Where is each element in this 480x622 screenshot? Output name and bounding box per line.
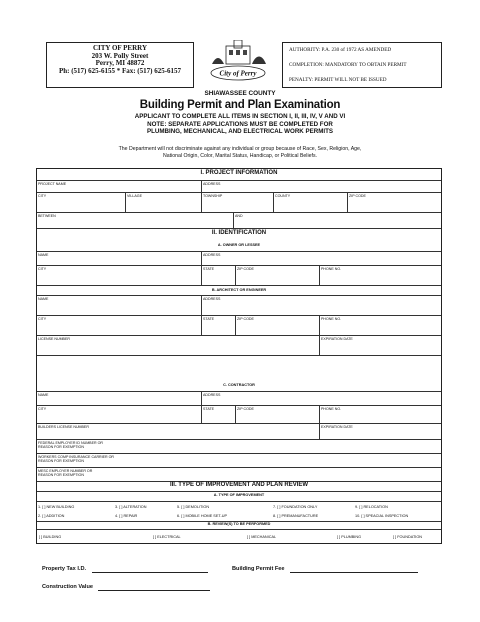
notice-line: The Department will not discriminate against any individual or group because of Race, Sex, Religion, Age,: [118, 146, 362, 152]
owner-state-field[interactable]: [201, 266, 235, 285]
city-field[interactable]: [37, 193, 125, 212]
field-label: PHONE NO.: [321, 267, 342, 271]
field-label: STATE: [203, 267, 215, 271]
option-demolition[interactable]: 5. [ ] DEMOLITION: [177, 505, 210, 509]
improvement-type-heading: A. TYPE OF IMPROVEMENT: [213, 493, 265, 497]
owner-city-row: [37, 265, 441, 285]
field-label: CITY: [38, 194, 47, 198]
field-label: BETWEEN: [38, 214, 56, 218]
federal-id-label: [38, 441, 103, 450]
village-field[interactable]: [125, 193, 201, 212]
owner-name-field[interactable]: [37, 252, 201, 265]
option-new-building[interactable]: 1. [ ] NEW BUILDING: [38, 505, 75, 509]
review-building[interactable]: [ ] BUILDING: [39, 535, 62, 539]
field-label: ZIP CODE: [237, 267, 254, 271]
field-label: ADDRESS: [203, 253, 221, 257]
field-label: NAME: [38, 393, 49, 397]
property-tax-label: Property Tax I.D.: [42, 566, 87, 572]
builders-license-field[interactable]: [37, 424, 319, 439]
document-title: Building Permit and Plan Examination: [139, 99, 341, 111]
permit-fee-label: Building Permit Fee: [232, 566, 285, 572]
construction-value-input[interactable]: [98, 590, 210, 591]
option-alteration[interactable]: 3. [ ] ALTERATION: [115, 505, 147, 509]
option-repair[interactable]: 4. [ ] REPAIR: [115, 514, 138, 518]
option-addition[interactable]: 2. [ ] ADDITION: [38, 514, 65, 518]
review-electrical[interactable]: [ ] ELECTRICAL: [153, 535, 181, 539]
contractor-name-row: [37, 391, 441, 405]
license-number-field[interactable]: [37, 336, 319, 355]
penalty-text: PENALTY: PERMIT WILL NOT BE ISSUED: [289, 77, 387, 83]
owner-phone-field[interactable]: [319, 266, 441, 285]
field-label: STATE: [203, 317, 215, 321]
contractor-header: [37, 355, 441, 365]
reviews-heading: B. REVIEW(S) TO BE PERFORMED: [207, 522, 271, 526]
label-line: FEDERAL EMPLOYER ID NUMBER OR: [38, 441, 103, 445]
location-row: [37, 192, 441, 212]
field-label: CITY: [38, 317, 47, 321]
field-label: ZIP CODE: [349, 194, 366, 198]
permit-fee-input[interactable]: [290, 572, 418, 573]
architect-address-field[interactable]: [201, 296, 441, 315]
between-row: [37, 212, 441, 228]
field-label: BUILDERS LICENSE NUMBER: [38, 425, 89, 429]
construction-value-label: Construction Value: [42, 584, 93, 590]
project-name-field[interactable]: [37, 181, 201, 192]
field-label: ADDRESS: [203, 393, 221, 397]
architect-name-row: [37, 295, 441, 315]
workers-comp-row[interactable]: [37, 453, 441, 467]
field-label: TOWNSHIP: [203, 194, 223, 198]
completion-text: COMPLETION: MANDATORY TO OBTAIN PERMIT: [289, 62, 407, 68]
field-label: EXPIRATION DATE: [321, 425, 353, 429]
architect-state-field[interactable]: [201, 316, 235, 335]
federal-id-row[interactable]: [37, 439, 441, 453]
field-label: PROJECT NAME: [38, 182, 67, 186]
option-relocation[interactable]: 9. [ ] RELOCATION: [355, 505, 388, 509]
field-label: PHONE NO.: [321, 407, 342, 411]
contractor-city-row: [37, 405, 441, 423]
city-logo: [202, 40, 274, 86]
label-line: REASON FOR EXEMPTION: [38, 459, 84, 464]
option-special-inspection[interactable]: 10. [ ] SPEACIAL INSPECTION: [355, 514, 409, 518]
phone-fax: Ph: (517) 625-6155 * Fax: (517) 625-6157: [58, 66, 182, 75]
option-premanufacture[interactable]: 8. [ ] PREMANUFACTURE: [273, 514, 319, 518]
field-label: LICENSE NUMBER: [38, 337, 70, 341]
label-line: REASON FOR EXEMPTION: [38, 445, 84, 450]
county-name: SHIAWASSEE COUNTY: [204, 90, 276, 97]
instructions: [0, 113, 480, 136]
field-label: PHONE NO.: [321, 317, 342, 321]
section-3-title: III. TYPE OF IMPROVEMENT AND PLAN REVIEW: [169, 482, 309, 488]
contractor-name-field[interactable]: [37, 392, 201, 405]
license-row: [37, 335, 441, 355]
contractor-heading: C. CONTRACTOR: [223, 383, 255, 387]
field-label: STATE: [203, 407, 215, 411]
instruction-line: PLUMBING, MECHANICAL, AND ELECTRICAL WORK PERMITS: [147, 128, 333, 136]
owner-zip-field[interactable]: [235, 266, 319, 285]
instruction-line: APPLICANT TO COMPLETE ALL ITEMS IN SECTION I, II, III, IV, V AND VI: [134, 113, 346, 120]
authority-text: AUTHORITY: P.A. 230 of 1972 AS AMENDED: [289, 47, 392, 53]
architect-city-field[interactable]: [37, 316, 201, 335]
township-field[interactable]: [201, 193, 273, 212]
builders-license-row: [37, 423, 441, 439]
section-1-title: I. PROJECT INFORMATION: [200, 170, 278, 176]
label-line: WORKERS COMP INSURANCE CARRIER OR: [38, 455, 115, 459]
notice-line: National Origin, Color, Marital Status, Handicap, or Political Beliefs.: [163, 152, 317, 159]
label-line: REASON FOR EXEMPTION: [38, 473, 84, 478]
builders-expiration-field[interactable]: [319, 424, 441, 439]
option-mobile-home[interactable]: 6. [ ] MOBILE HOME SET-UP: [177, 514, 228, 518]
owner-city-field[interactable]: [37, 266, 201, 285]
option-foundation-only[interactable]: 7. [ ] FOUNDATION ONLY: [273, 505, 318, 509]
field-label: ZIP CODE: [237, 317, 254, 321]
contractor-phone-field[interactable]: [319, 406, 441, 423]
workers-comp-label: [38, 455, 114, 464]
contractor-address-field[interactable]: [201, 392, 441, 405]
license-expiration-field[interactable]: [319, 336, 441, 355]
field-label: CITY: [38, 267, 47, 271]
review-options: [37, 529, 441, 544]
permit-form: [36, 168, 442, 544]
architect-heading: B. ARCHITECT OR ENGINEER: [211, 288, 267, 292]
contractor-state-field[interactable]: [201, 406, 235, 423]
county-field[interactable]: [273, 193, 347, 212]
city-contact-box: [46, 42, 194, 88]
address-line-1: 203 W. Polly Street: [91, 51, 149, 60]
field-label: ADDRESS: [203, 297, 221, 301]
label-line: MESC EMPLOYER NUMBER OR: [38, 469, 93, 473]
property-tax-input[interactable]: [92, 572, 208, 573]
org-name: CITY OF PERRY: [92, 44, 148, 52]
section-2-title: II. IDENTIFICATION: [211, 230, 267, 236]
architect-name-field[interactable]: [37, 296, 201, 315]
field-label: NAME: [38, 253, 49, 257]
architect-zip-field[interactable]: [235, 316, 319, 335]
project-address-field[interactable]: [201, 181, 441, 192]
owner-address-field[interactable]: [201, 252, 441, 265]
field-label: COUNTY: [275, 194, 291, 198]
field-label: EXPIRATION DATE: [321, 337, 353, 341]
field-label: ZIP CODE: [237, 407, 254, 411]
mesc-label: [38, 469, 92, 478]
architect-city-row: [37, 315, 441, 335]
logo-text: City of Perry: [219, 69, 257, 78]
contractor-zip-field[interactable]: [235, 406, 319, 423]
project-row: [37, 180, 441, 192]
field-label: CITY: [38, 407, 47, 411]
architect-phone-field[interactable]: [319, 316, 441, 335]
review-plumbing[interactable]: [ ] PLUMBING: [337, 535, 362, 539]
non-discrimination-notice: [0, 146, 480, 159]
address-line-2: Perry, MI 48872: [95, 59, 145, 68]
and-field[interactable]: [233, 213, 441, 228]
zip-field[interactable]: [347, 193, 441, 212]
review-foundation[interactable]: [ ] FOUNDATION: [393, 535, 423, 539]
instruction-line: NOTE: SEPARATE APPLICATIONS MUST BE COMPLETED FOR: [147, 120, 333, 128]
owner-name-row: [37, 251, 441, 265]
owner-heading: A. OWNER OR LESSEE: [217, 243, 261, 247]
field-label: ADDRESS: [203, 182, 221, 186]
improvement-options: [37, 501, 441, 521]
review-mechanical[interactable]: [ ] MECHANICAL: [247, 535, 277, 539]
mesc-row[interactable]: [37, 467, 441, 481]
between-field[interactable]: [37, 213, 233, 228]
contractor-city-field[interactable]: [37, 406, 201, 423]
authority-box: [282, 42, 442, 88]
field-label: AND: [235, 214, 243, 218]
field-label: VILLAGE: [127, 194, 142, 198]
field-label: NAME: [38, 297, 49, 301]
